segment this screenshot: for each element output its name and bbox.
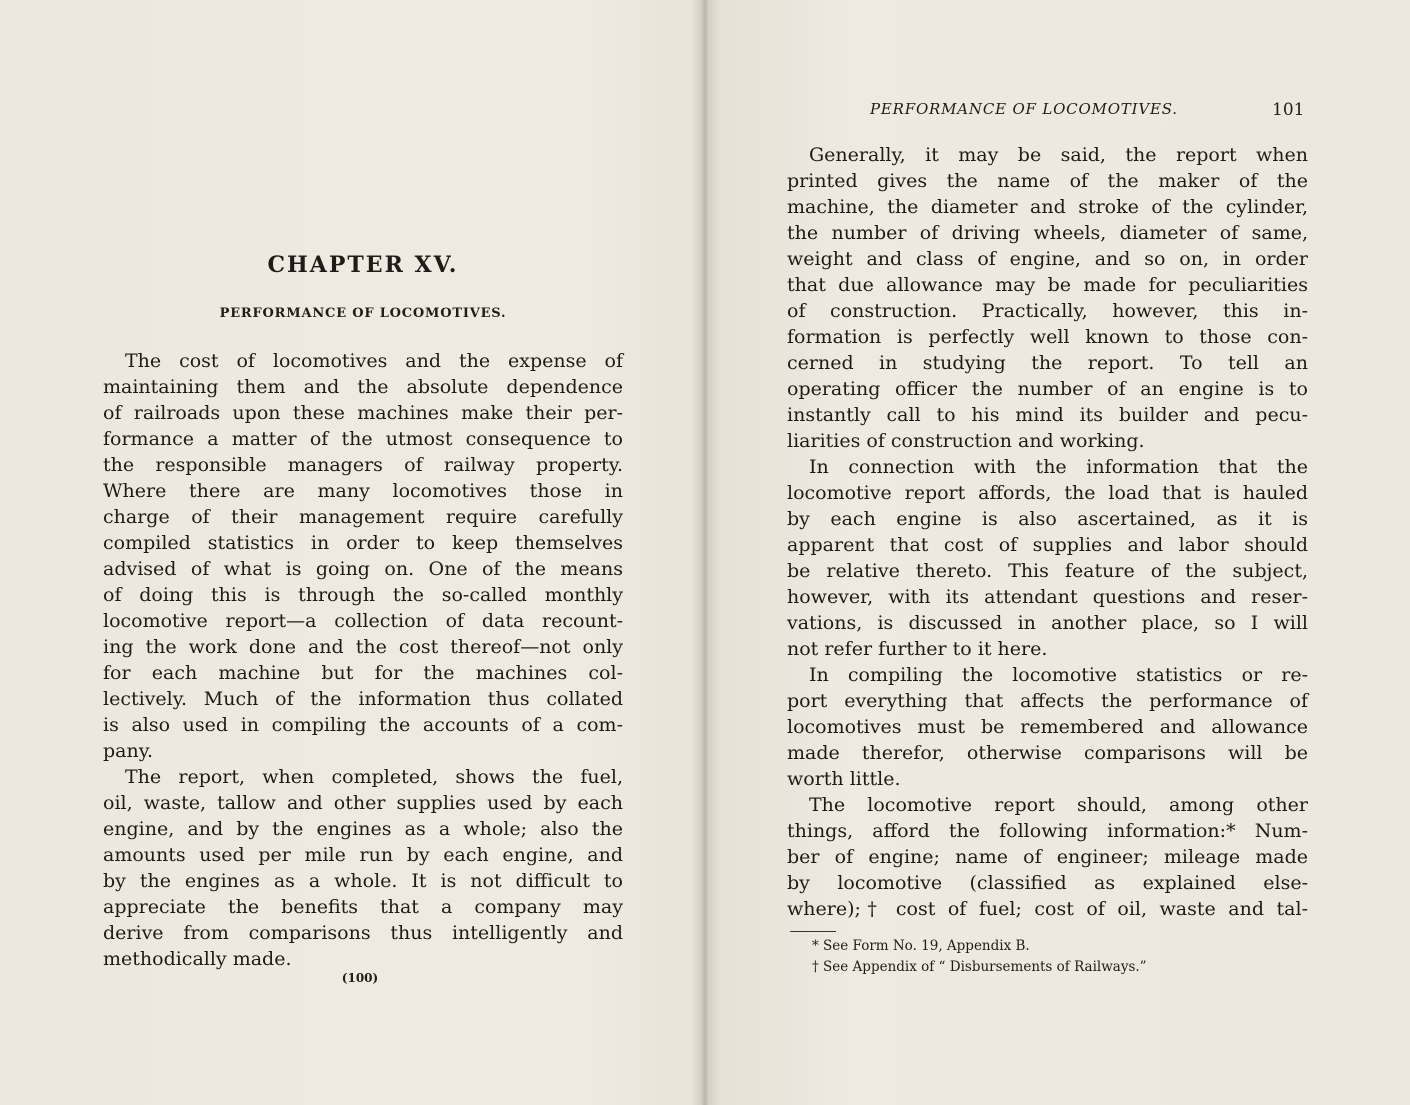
text-line: maintaining them and the absolute dependence [103,376,623,398]
text-line: The report, when completed, shows the fuel, [125,766,623,788]
text-line: by locomotive (classified as explained else- [787,872,1308,894]
footnote: † See Appendix of “ Disbursements of Railways.” [812,959,1147,975]
text-line: the responsible managers of railway property. [103,454,623,476]
text-line: charge of their management require carefully [103,506,623,528]
text-line: derive from comparisons thus intelligently and [103,922,623,944]
text-line: for each machine but for the machines col- [103,662,623,684]
text-line: liarities of construction and working. [787,430,1145,452]
text-line: engine, and by the engines as a whole; also the [103,818,623,840]
text-line: however, with its attendant questions and reser- [787,586,1308,608]
text-line: formance a matter of the utmost consequence to [103,428,623,450]
footnote: * See Form No. 19, Appendix B. [812,938,1030,954]
text-line: ing the work done and the cost thereof—not only [103,636,623,658]
text-line: printed gives the name of the maker of the [787,170,1308,192]
page-number: 101 [1272,100,1305,120]
text-line: where);† cost of fuel; cost of oil, waste and tal- [787,898,1308,920]
page-folio: (100) [341,971,379,985]
text-line: The cost of locomotives and the expense of [125,350,623,372]
text-line: be relative thereto. This feature of the subject, [787,560,1308,582]
text-line: that due allowance may be made for peculiarities [787,274,1308,296]
text-line: is also used in compiling the accounts of a com- [103,714,623,736]
text-line: port everything that affects the performance of [787,690,1308,712]
text-line: things, afford the following information:* Num- [787,820,1308,842]
text-line: compiled statistics in order to keep themselves [103,532,623,554]
text-line: not refer further to it here. [787,638,1048,660]
text-line: In compiling the locomotive statistics or re- [809,664,1308,686]
text-line: by the engines as a whole. It is not difficult to [103,870,623,892]
text-line: locomotive report—a collection of data recount- [103,610,623,632]
text-line: instantly call to his mind its builder and pecu- [787,404,1308,426]
text-line: of railroads upon these machines make their per- [103,402,623,424]
text-line: cerned in studying the report. To tell an [787,352,1308,374]
text-line: lectively. Much of the information thus collated [103,688,623,710]
text-line: Where there are many locomotives those in [103,480,623,502]
text-line: oil, waste, tallow and other supplies used by each [103,792,623,814]
right-body-text [787,142,1308,922]
text-line: In connection with the information that the [809,456,1308,478]
footnotes [812,936,1147,978]
text-line: appreciate the benefits that a company may [103,896,623,918]
text-line: by each engine is also ascertained, as it is [787,508,1308,530]
text-line: The locomotive report should, among other [809,794,1308,816]
text-line: the number of driving wheels, diameter of same, [787,222,1308,244]
text-line: advised of what is going on. One of the means [103,558,623,580]
footnote-divider [790,931,836,932]
text-line: weight and class of engine, and so on, in order [787,248,1308,270]
text-line: amounts used per mile run by each engine, and [103,844,623,866]
text-line: locomotive report affords, the load that is hauled [787,482,1308,504]
text-line: made therefor, otherwise comparisons will be [787,742,1308,764]
text-line: apparent that cost of supplies and labor should [787,534,1308,556]
text-line: of construction. Practically, however, this in- [787,300,1308,322]
text-line: ber of engine; name of engineer; mileage made [787,846,1308,868]
text-line: machine, the diameter and stroke of the cylinder, [787,196,1308,218]
text-line: worth little. [787,768,901,790]
chapter-subtitle: PERFORMANCE OF LOCOMOTIVES. [219,306,507,321]
chapter-title: CHAPTER XV. [267,252,459,278]
text-line: operating officer the number of an engine is to [787,378,1308,400]
text-line: formation is perfectly well known to those con- [787,326,1308,348]
text-line: vations, is discussed in another place, so I will [787,612,1308,634]
text-line: locomotives must be remembered and allowance [787,716,1308,738]
text-line: Generally, it may be said, the report when [809,144,1308,166]
left-body-text [103,348,623,972]
running-head: PERFORMANCE OF LOCOMOTIVES. [870,100,1178,118]
text-line: of doing this is through the so-called monthly [103,584,623,606]
text-line: pany. [103,740,153,762]
text-line: methodically made. [103,948,292,970]
